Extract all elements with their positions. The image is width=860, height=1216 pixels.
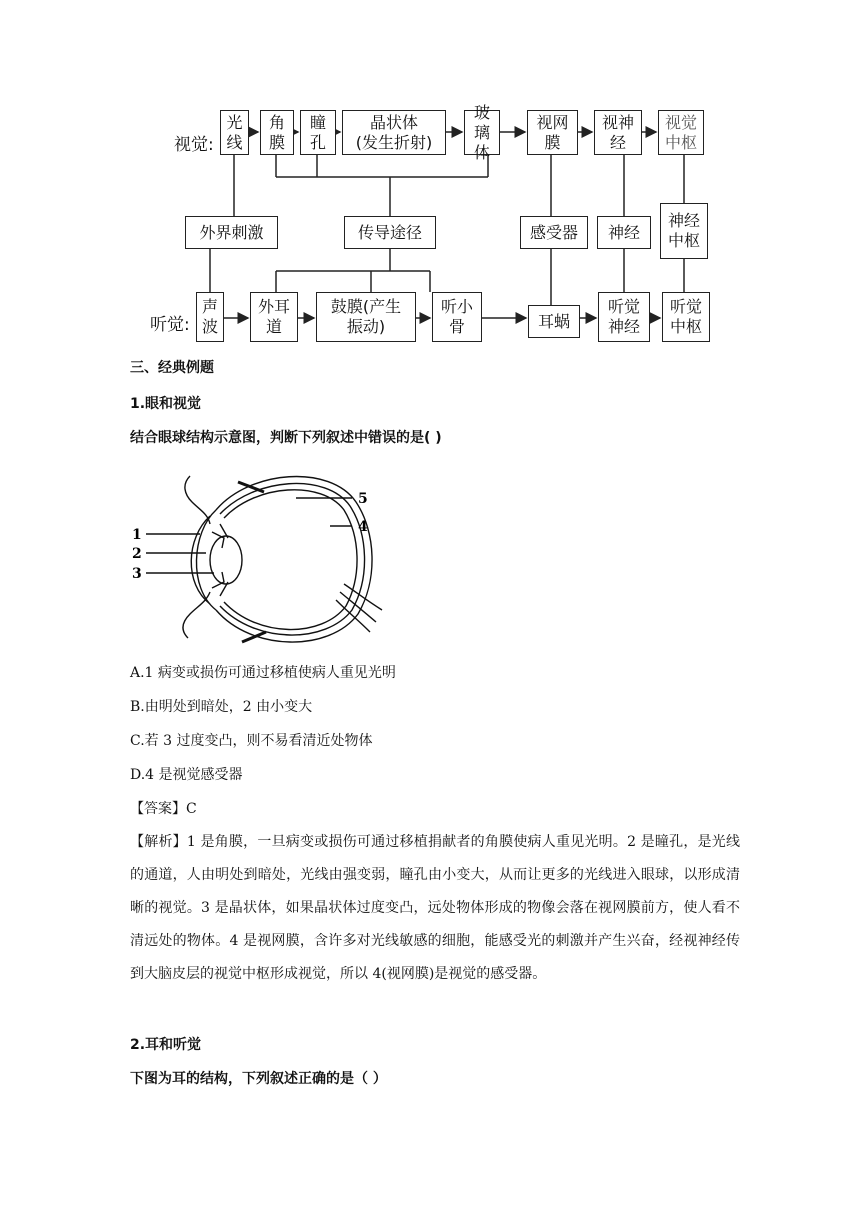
- eye-label-5: 5: [358, 491, 368, 507]
- q1-option-c: C.若 3 过度变凸，则不易看清近处物体: [130, 733, 373, 749]
- eye-label-3: 3: [132, 566, 142, 582]
- q1-option-d: D.4 是视觉感受器: [130, 767, 243, 783]
- q2-heading: 2.耳和听觉: [130, 1037, 202, 1053]
- q1-option-a: A.1 病变或损伤可通过移植使病人重见光明: [130, 665, 396, 681]
- eye-label-4: 4: [358, 519, 368, 535]
- section-title: 三、经典例题: [130, 360, 214, 376]
- q1-heading: 1.眼和视觉: [130, 396, 202, 412]
- box-visual-center: 视觉 中枢: [658, 110, 704, 155]
- q2-prompt: 下图为耳的结构，下列叙述正确的是（ ）: [130, 1071, 387, 1087]
- box-vitreous: 玻璃 体: [464, 110, 500, 155]
- box-nerve: 神经: [597, 216, 651, 249]
- eyeball-diagram: [130, 462, 390, 662]
- q1-prompt: 结合眼球结构示意图，判断下列叙述中错误的是( ): [130, 430, 442, 446]
- q1-answer: 【答案】C: [130, 801, 197, 817]
- eyeball-illustration: [130, 462, 390, 662]
- box-auditory-center: 听觉 中枢: [662, 292, 710, 342]
- box-sound-wave: 声 波: [196, 292, 224, 342]
- box-ossicles: 听小 骨: [432, 292, 482, 342]
- box-auditory-nerve: 听觉 神经: [598, 292, 650, 342]
- vision-row-label: 视觉:: [174, 135, 214, 155]
- eye-label-2: 2: [132, 546, 142, 562]
- hearing-row-label: 听觉:: [150, 315, 190, 335]
- box-nerve-center: 神经 中枢: [660, 203, 708, 259]
- box-eardrum: 鼓膜(产生 振动): [316, 292, 416, 342]
- q1-analysis: 【解析】1 是角膜，一旦病变或损伤可通过移植捐献者的角膜使病人重见光明。2 是瞳孔，是光线的通道，人由明处到暗处，光线由强变弱，瞳孔由小变大，从而让更多的光线进入眼球，以形成清晰的视觉。3 是晶状体，如果晶状体过度变凸，远处物体形成的物像会落在视网膜前方，使人看不清远处的物体。4 是视网膜，含许多对光线敏感的细胞，能感受光的刺激并产生兴奋，经视神经传到大脑皮层的视觉中枢形成视觉，所以 4(视网膜)是视觉的感受器。: [130, 834, 740, 982]
- box-cochlea: 耳蜗: [528, 305, 580, 338]
- q1-option-b: B.由明处到暗处，2 由小变大: [130, 699, 313, 715]
- box-optic-nerve: 视神 经: [594, 110, 642, 155]
- eye-label-1: 1: [132, 527, 142, 543]
- box-lens: 晶状体 (发生折射): [342, 110, 446, 155]
- box-conduction-pathway: 传导途径: [344, 216, 436, 249]
- box-ear-canal: 外耳 道: [250, 292, 298, 342]
- box-receptor: 感受器: [520, 216, 588, 249]
- box-light: 光 线: [220, 110, 249, 155]
- box-cornea: 角 膜: [260, 110, 294, 155]
- box-retina: 视网 膜: [527, 110, 578, 155]
- box-external-stimulus: 外界刺激: [185, 216, 278, 249]
- box-pupil: 瞳 孔: [300, 110, 336, 155]
- vision-hearing-flowchart: [150, 100, 720, 350]
